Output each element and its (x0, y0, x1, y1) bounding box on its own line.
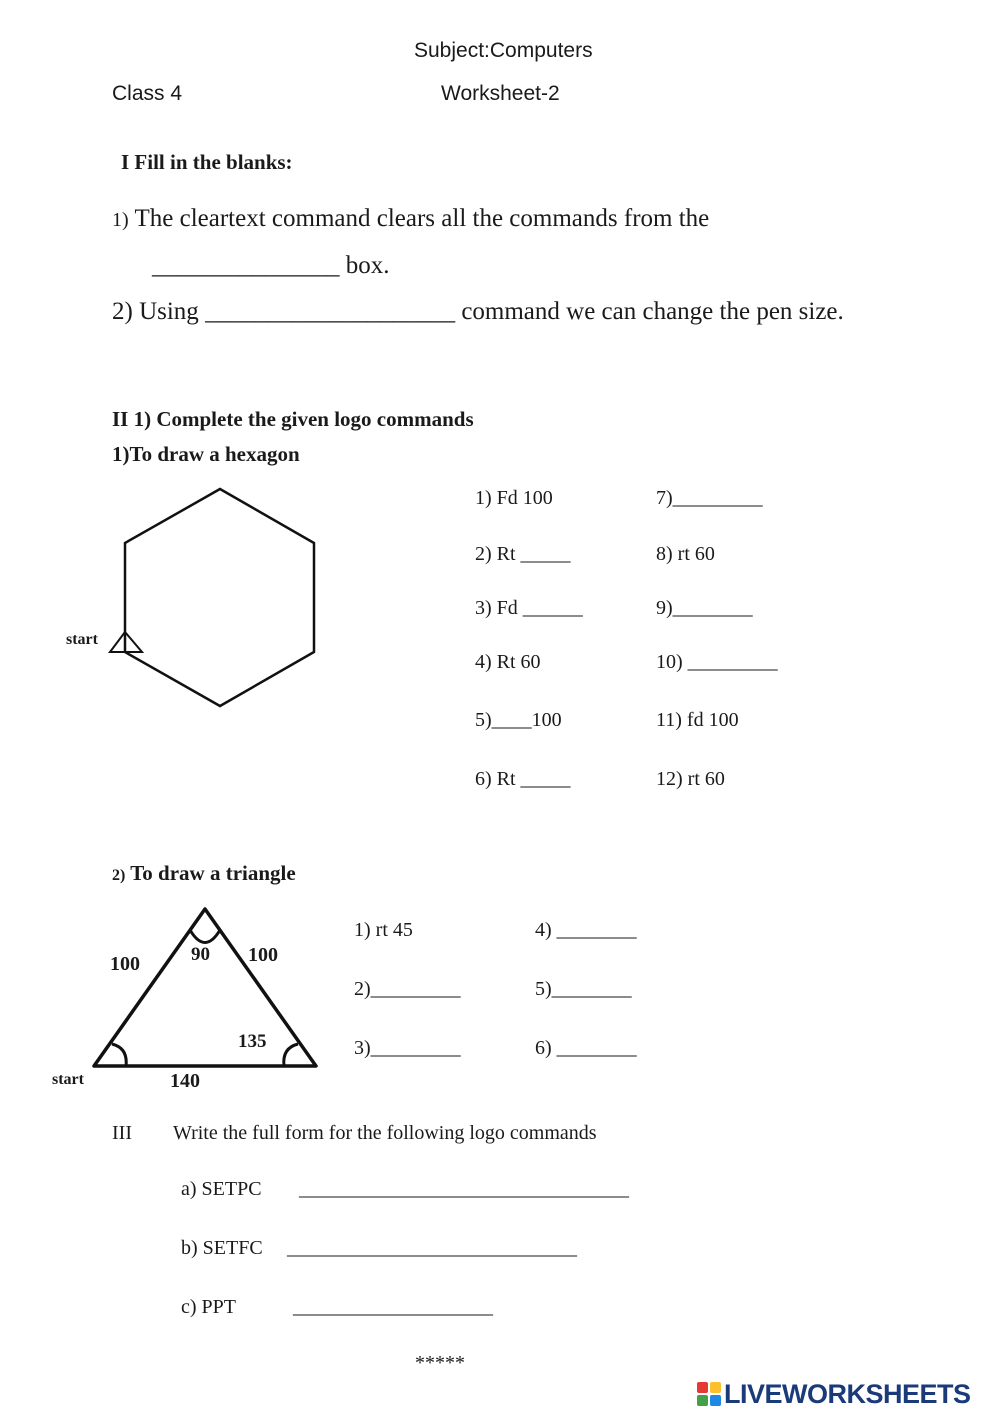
top-angle-arc (190, 930, 220, 943)
class-label: Class 4 (112, 82, 183, 105)
hexagon-title: 1)To draw a hexagon (112, 442, 300, 466)
full-form-blank-a[interactable]: _________________________________ (299, 1178, 629, 1200)
hex-cmd-2[interactable]: 2) Rt _____ (475, 543, 571, 565)
hex-cmd-11: 11) fd 100 (656, 709, 739, 731)
triangle-top-angle-label: 90 (191, 944, 210, 965)
liveworksheets-logo[interactable] (697, 1380, 971, 1408)
section-3-heading: Write the full form for the following logo commands (173, 1122, 597, 1144)
subject-title: Subject:Computers (414, 39, 593, 62)
right-angle-arc (284, 1044, 298, 1066)
section-2-heading: II 1) Complete the given logo commands (112, 407, 474, 431)
full-form-blank-b[interactable]: _____________________________ (287, 1237, 577, 1259)
question-1 (112, 205, 709, 233)
section-1-heading: I Fill in the blanks: (121, 150, 293, 174)
hex-cmd-6[interactable]: 6) Rt _____ (475, 768, 571, 790)
tri-cmd-5[interactable]: 5)________ (535, 978, 632, 1000)
triangle-title-number: 2) (112, 867, 126, 884)
full-form-label-b: b) SETFC (181, 1237, 263, 1259)
triangle-start-label: start (52, 1071, 84, 1088)
triangle-title-text: To draw a triangle (130, 861, 296, 885)
hex-cmd-5[interactable]: 5)____100 (475, 709, 562, 731)
triangle-shape (94, 909, 316, 1066)
triangle-left-side-label: 100 (110, 953, 140, 975)
question-1-text: The cleartext command clears all the commands from the (134, 205, 710, 232)
triangle-right-side-label: 100 (248, 944, 278, 966)
hex-cmd-12: 12) rt 60 (656, 768, 725, 790)
hex-cmd-10[interactable]: 10) _________ (656, 651, 778, 673)
hex-cmd-7[interactable]: 7)_________ (656, 487, 763, 509)
full-form-item-a (181, 1178, 262, 1201)
question-2-start: 2) Using (112, 298, 199, 325)
question-2-blank[interactable]: ____________________ (205, 298, 456, 325)
full-form-item-b (181, 1237, 263, 1260)
tri-cmd-2[interactable]: 2)_________ (354, 978, 461, 1000)
question-1-line-2 (152, 252, 390, 280)
triangle-base-label: 140 (170, 1070, 200, 1092)
full-form-label-c: c) PPT (181, 1296, 236, 1318)
hexagon-shape (125, 489, 314, 706)
hex-cmd-3[interactable]: 3) Fd ______ (475, 597, 583, 619)
question-1-end: box. (345, 252, 390, 279)
full-form-item-c (181, 1296, 236, 1319)
question-2 (112, 298, 844, 326)
hex-cmd-9[interactable]: 9)________ (656, 597, 753, 619)
tri-cmd-4[interactable]: 4) ________ (535, 919, 637, 941)
section-3-number: III (112, 1122, 132, 1144)
triangle-right-angle-label: 135 (238, 1031, 267, 1052)
worksheet-label: Worksheet-2 (441, 82, 560, 105)
question-1-blank[interactable]: _______________ (152, 252, 340, 279)
turtle-start-icon (110, 632, 142, 652)
full-form-blank-c[interactable]: ____________________ (293, 1296, 493, 1318)
hex-cmd-1: 1) Fd 100 (475, 487, 553, 509)
tri-cmd-1: 1) rt 45 (354, 919, 413, 941)
full-form-label-a: a) SETPC (181, 1178, 262, 1200)
end-stars: ***** (415, 1352, 465, 1374)
tri-cmd-6[interactable]: 6) ________ (535, 1037, 637, 1059)
hexagon-start-label: start (66, 631, 98, 648)
liveworksheets-logo-icon (697, 1382, 721, 1406)
left-angle-arc (112, 1044, 126, 1066)
hex-cmd-4: 4) Rt 60 (475, 651, 541, 673)
question-2-end: command we can change the pen size. (461, 298, 844, 325)
liveworksheets-brand-text: LIVEWORKSHEETS (724, 1378, 971, 1409)
hex-cmd-8: 8) rt 60 (656, 543, 715, 565)
tri-cmd-3[interactable]: 3)_________ (354, 1037, 461, 1059)
question-1-number: 1) (112, 209, 129, 231)
triangle-title (112, 861, 296, 886)
